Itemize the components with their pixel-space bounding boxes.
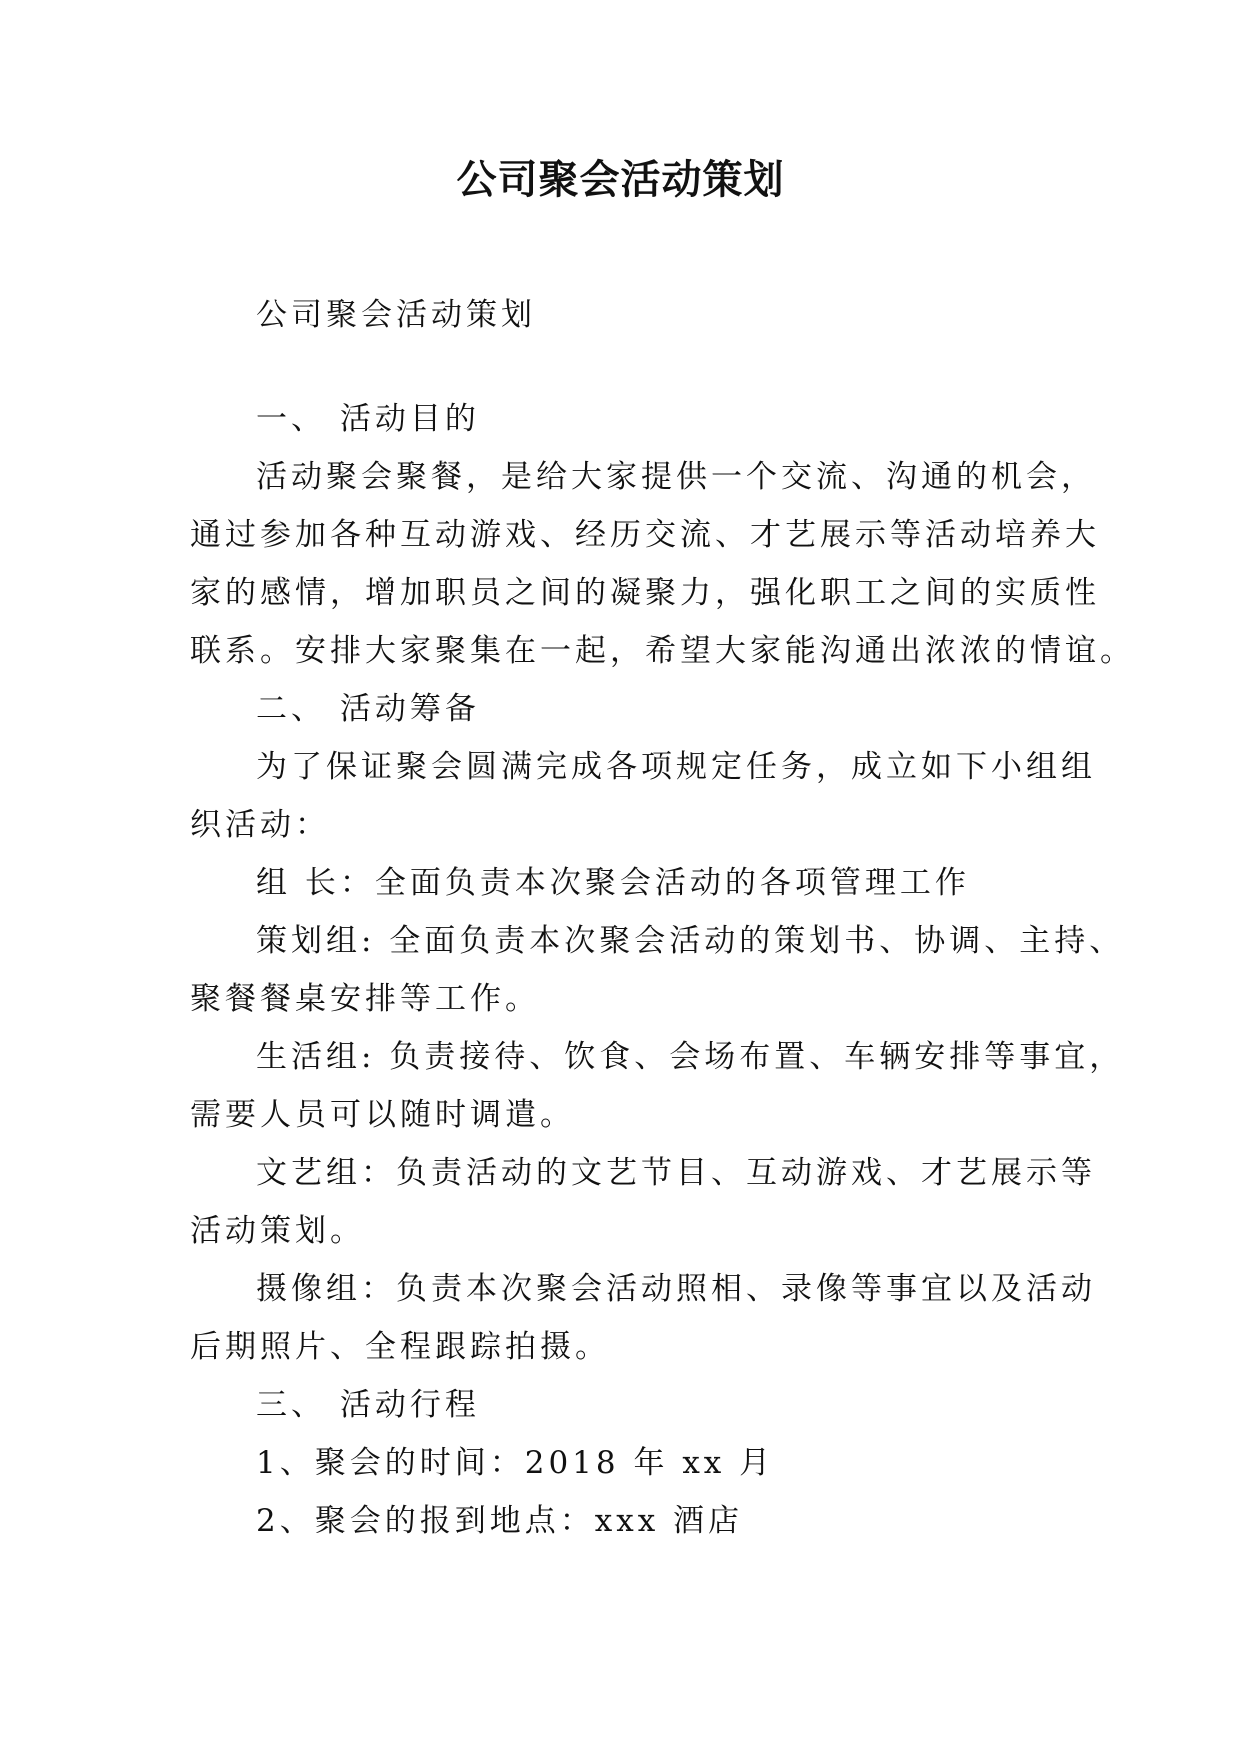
body-line: 策划组: 全面负责本次聚会活动的策划书、协调、主持、 [256, 923, 1125, 959]
body-line: 需要人员可以随时调遣。 [190, 1097, 575, 1133]
body-line: 聚餐餐桌安排等工作。 [190, 981, 540, 1017]
body-line: 三、 活动行程 [256, 1387, 480, 1423]
body-line: 摄像组：负责本次聚会活动照相、录像等事宜以及活动 [256, 1271, 1096, 1307]
body-line: 织活动： [190, 807, 330, 843]
body-line: 通过参加各种互动游戏、经历交流、才艺展示等活动培养大 [190, 517, 1100, 553]
body-line: 组 长：全面负责本次聚会活动的各项管理工作 [256, 865, 970, 901]
document-title: 公司聚会活动策划 [456, 157, 785, 203]
body-line: 二、 活动筹备 [256, 691, 480, 727]
paragraph-gap [190, 344, 1060, 390]
document-body [190, 286, 1135, 1550]
body-line: 为了保证聚会圆满完成各项规定任务，成立如下小组组 [256, 749, 1096, 785]
body-line: 文艺组：负责活动的文艺节目、互动游戏、才艺展示等 [256, 1155, 1096, 1191]
body-line: 活动策划。 [190, 1213, 365, 1249]
body-line: 后期照片、全程跟踪拍摄。 [190, 1329, 610, 1365]
body-line: 2、聚会的报到地点：xxx 酒店 [256, 1503, 744, 1539]
body-line: 家的感情，增加职员之间的凝聚力，强化职工之间的实质性 [190, 575, 1100, 611]
body-line: 1、聚会的时间：2018 年 xx 月 [256, 1445, 775, 1481]
body-lines [190, 390, 1135, 1550]
body-line: 活动聚会聚餐，是给大家提供一个交流、沟通的机会， [256, 459, 1096, 495]
document-subtitle: 公司聚会活动策划 [256, 297, 536, 333]
body-line: 生活组: 负责接待、饮食、会场布置、车辆安排等事宜， [256, 1039, 1125, 1075]
body-line: 一、 活动目的 [256, 401, 480, 437]
body-line: 联系。安排大家聚集在一起，希望大家能沟通出浓浓的情谊。 [190, 633, 1135, 669]
